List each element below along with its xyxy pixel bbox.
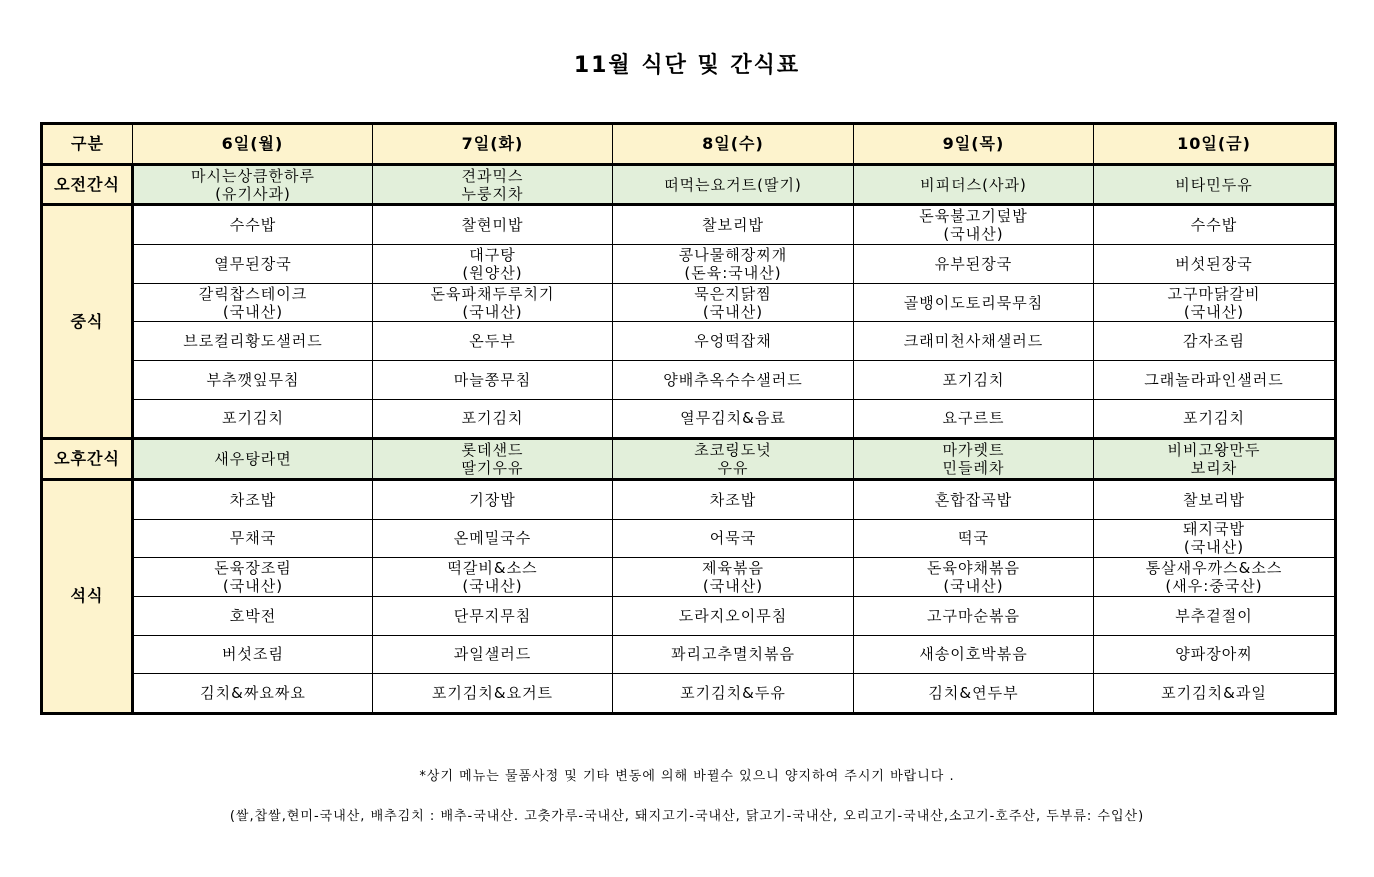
menu-cell (854, 558, 1094, 597)
menu-item-text: 돈육파채두루치기 (430, 284, 555, 303)
menu-cell (133, 479, 373, 519)
menu-cell (1094, 360, 1336, 399)
menu-item-text: 고구마순볶음 (927, 606, 1020, 625)
menu-cell (613, 399, 854, 439)
menu-cell (133, 439, 373, 480)
meal-category: 석식 (42, 479, 133, 713)
menu-cell (373, 558, 613, 597)
menu-cell (613, 439, 854, 480)
menu-item-text: 비비고왕만두 (1167, 441, 1261, 460)
menu-table (40, 122, 1337, 715)
menu-item-text: 포기김치 (461, 409, 524, 428)
menu-item-text: 꽈리고추멸치볶음 (671, 645, 795, 664)
menu-item-text: 포기김치 (222, 409, 284, 428)
menu-cell (1094, 558, 1336, 597)
table-row (42, 245, 1336, 284)
menu-cell (133, 322, 373, 361)
menu-item-text: (원양산) (462, 263, 523, 282)
menu-cell (854, 322, 1094, 361)
menu-cell (613, 674, 854, 714)
menu-item-text: 떠먹는요거트(딸기) (664, 175, 802, 194)
menu-item-text: 묵은지닭찜 (694, 284, 772, 303)
menu-cell (613, 596, 854, 635)
menu-cell (373, 322, 613, 361)
menu-item-text: 무채국 (229, 529, 277, 548)
menu-cell (854, 164, 1094, 205)
origin-info-text: (쌀,찹쌀,현미-국내산, 배추김치 : 배추-국내산. 고춧가루-국내산, 돼지고기-국내산, 닭고기-국내산, 오리고기-국내산,소고기-호주산, 두부류: 수입산) (229, 809, 1145, 824)
page-title: 11월 식단 및 간식표 (573, 53, 801, 78)
menu-item-text: 어묵국 (709, 529, 757, 548)
menu-item-text: 대구탕 (469, 245, 516, 264)
table-row (42, 558, 1336, 597)
menu-item-text: (국내산) (702, 577, 764, 596)
menu-cell (613, 164, 854, 205)
menu-item-text: 포기김치 (1183, 409, 1245, 428)
menu-item-text: 딸기우유 (461, 459, 524, 478)
menu-cell (1094, 635, 1336, 674)
menu-item-text: (국내산) (222, 302, 284, 321)
menu-cell (1094, 674, 1336, 714)
menu-item-text: 열무김치&음료 (680, 409, 786, 428)
menu-item-text: (국내산) (462, 302, 523, 321)
header-day-fri: 10일(금) (1094, 124, 1336, 165)
menu-cell (854, 283, 1094, 322)
menu-item-text: 떡국 (958, 529, 989, 548)
menu-item-text: 누룽지차 (461, 184, 524, 203)
menu-cell (854, 205, 1094, 245)
menu-item-text: (국내산) (1183, 302, 1245, 321)
menu-item-text: 롯데샌드 (461, 441, 524, 460)
menu-item-text: 돼지국밥 (1183, 520, 1245, 539)
header-day-thu: 9일(목) (854, 124, 1094, 165)
table-row (42, 205, 1336, 245)
menu-item-text: 우엉떡잡채 (694, 332, 772, 351)
menu-cell (373, 283, 613, 322)
menu-item-text: 양배추옥수수샐러드 (663, 370, 803, 389)
menu-item-text: 단무지무침 (453, 606, 532, 625)
menu-item-text: 수수밥 (1190, 216, 1238, 235)
menu-item-text: 과일샐러드 (453, 645, 532, 664)
menu-cell (613, 479, 854, 519)
table-row (42, 283, 1336, 322)
menu-cell (1094, 245, 1336, 284)
menu-item-text: 포기김치&요거트 (431, 684, 554, 703)
menu-cell (373, 205, 613, 245)
menu-item-text: 차조밥 (229, 490, 277, 509)
table-row (42, 439, 1336, 480)
menu-item-text: 돈육불고기덮밥 (919, 207, 1028, 226)
menu-cell (613, 519, 854, 558)
table-row (42, 399, 1336, 439)
menu-cell (613, 283, 854, 322)
header-category: 구분 (42, 124, 133, 165)
menu-cell (373, 479, 613, 519)
menu-cell (854, 596, 1094, 635)
menu-item-text: 마가렛트 (942, 441, 1005, 460)
menu-cell (854, 439, 1094, 480)
menu-item-text: 차조밥 (709, 490, 757, 509)
menu-item-text: 온두부 (469, 332, 516, 351)
menu-cell (373, 360, 613, 399)
menu-item-text: 버섯조림 (222, 645, 284, 664)
menu-cell (854, 635, 1094, 674)
menu-item-text: 고구마닭갈비 (1167, 284, 1261, 303)
table-row (42, 479, 1336, 519)
meal-category: 오전간식 (42, 164, 133, 205)
menu-item-text: 찰보리밥 (1183, 490, 1245, 509)
header-day-tue: 7일(화) (373, 124, 613, 165)
menu-item-text: 수수밥 (229, 216, 277, 235)
menu-item-text: 유부된장국 (934, 254, 1013, 273)
menu-item-text: (국내산) (462, 577, 523, 596)
menu-item-text: 돈육야채볶음 (927, 559, 1020, 578)
menu-item-text: 갈릭찹스테이크 (198, 284, 308, 303)
menu-item-text: 비피더스(사과) (920, 175, 1027, 194)
table-row (42, 635, 1336, 674)
menu-cell (373, 596, 613, 635)
meal-category: 중식 (42, 205, 133, 439)
menu-item-text: (돈육:국내산) (684, 263, 782, 282)
menu-cell (373, 674, 613, 714)
header-day-wed: 8일(수) (613, 124, 854, 165)
menu-cell (854, 519, 1094, 558)
menu-item-text: 견과믹스 (461, 166, 524, 185)
menu-cell (133, 399, 373, 439)
menu-item-text: 김치&연두부 (928, 684, 1019, 703)
menu-cell (854, 245, 1094, 284)
menu-item-text: (국내산) (702, 302, 764, 321)
menu-cell (133, 360, 373, 399)
menu-cell (133, 519, 373, 558)
menu-cell (133, 635, 373, 674)
menu-item-text: 우유 (717, 459, 749, 478)
menu-item-text: 포기김치&두유 (680, 684, 786, 703)
menu-item-text: (국내산) (1183, 538, 1245, 557)
menu-item-text: 민들레차 (942, 459, 1005, 478)
menu-item-text: 부추깻잎무침 (206, 370, 300, 389)
menu-cell (133, 596, 373, 635)
table-row (42, 322, 1336, 361)
menu-item-text: 새송이호박볶음 (919, 645, 1028, 664)
meal-category: 오후간식 (42, 439, 133, 480)
notice-text: *상기 메뉴는 물품사정 및 기타 변동에 의해 바뀔수 있으니 양지하여 주시기 바랍니다 . (419, 769, 955, 784)
menu-cell (1094, 205, 1336, 245)
menu-cell (613, 635, 854, 674)
table-row (42, 164, 1336, 205)
menu-item-text: 부추겉절이 (1175, 606, 1253, 625)
menu-item-text: (유기사과) (215, 184, 291, 203)
menu-cell (1094, 596, 1336, 635)
menu-item-text: (국내산) (943, 577, 1004, 596)
menu-cell (133, 674, 373, 714)
menu-item-text: 통살새우까스&소스 (1145, 559, 1283, 578)
table-row (42, 360, 1336, 399)
menu-cell (1094, 164, 1336, 205)
menu-cell (373, 439, 613, 480)
menu-cell (133, 164, 373, 205)
menu-cell (133, 283, 373, 322)
menu-item-text: (새우:중국산) (1165, 577, 1263, 596)
menu-cell (854, 399, 1094, 439)
menu-cell (133, 558, 373, 597)
menu-item-text: 버섯된장국 (1175, 254, 1253, 273)
menu-item-text: 열무된장국 (214, 254, 292, 273)
menu-cell (1094, 283, 1336, 322)
menu-item-text: (국내산) (222, 577, 284, 596)
menu-cell (373, 399, 613, 439)
menu-cell (854, 479, 1094, 519)
menu-item-text: 마시는상큼한하루 (191, 166, 315, 185)
menu-item-text: 크래미천사채샐러드 (903, 332, 1044, 351)
menu-item-text: 마늘쫑무침 (453, 370, 532, 389)
menu-cell (373, 245, 613, 284)
table-row (42, 674, 1336, 714)
table-header-row (42, 124, 1336, 165)
menu-item-text: 도라지오이무침 (678, 606, 788, 625)
table-row (42, 596, 1336, 635)
menu-item-text: 감자조림 (1183, 332, 1245, 351)
menu-cell (613, 360, 854, 399)
menu-table-body (42, 124, 1336, 714)
menu-cell (1094, 439, 1336, 480)
menu-cell (1094, 322, 1336, 361)
menu-cell (613, 245, 854, 284)
menu-cell (1094, 479, 1336, 519)
menu-item-text: 그래놀라파인샐러드 (1144, 370, 1284, 389)
menu-cell (1094, 399, 1336, 439)
menu-item-text: 김치&짜요짜요 (200, 684, 306, 703)
menu-item-text: (국내산) (943, 225, 1004, 244)
menu-item-text: 보리차 (1190, 459, 1238, 478)
menu-item-text: 돈육장조림 (214, 559, 292, 578)
header-day-mon: 6일(월) (133, 124, 373, 165)
menu-cell (613, 205, 854, 245)
menu-cell (613, 558, 854, 597)
menu-item-text: 초코링도넛 (694, 441, 772, 460)
menu-cell (373, 635, 613, 674)
menu-cell (613, 322, 854, 361)
menu-item-text: 골뱅이도토리묵무침 (903, 293, 1044, 312)
menu-item-text: 찰보리밥 (702, 216, 764, 235)
menu-item-text: 양파장아찌 (1175, 645, 1253, 664)
menu-cell (373, 164, 613, 205)
menu-item-text: 비타민두유 (1175, 175, 1253, 194)
menu-item-text: 호박전 (229, 606, 277, 625)
menu-item-text: 포기김치&과일 (1161, 684, 1267, 703)
menu-item-text: 포기김치 (942, 370, 1005, 389)
menu-item-text: 브로컬리황도샐러드 (183, 332, 323, 351)
menu-cell (373, 519, 613, 558)
menu-item-text: 제육볶음 (702, 559, 764, 578)
menu-cell (133, 245, 373, 284)
menu-item-text: 기장밥 (469, 490, 516, 509)
menu-item-text: 찰현미밥 (461, 216, 524, 235)
menu-cell (133, 205, 373, 245)
table-row (42, 519, 1336, 558)
menu-item-text: 요구르트 (942, 409, 1005, 428)
menu-item-text: 떡갈비&소스 (447, 559, 538, 578)
menu-cell (854, 674, 1094, 714)
menu-item-text: 콩나물해장찌개 (678, 245, 788, 264)
menu-item-text: 새우탕라면 (214, 450, 292, 469)
menu-item-text: 온메밀국수 (453, 529, 532, 548)
menu-item-text: 혼합잡곡밥 (934, 490, 1013, 509)
menu-cell (854, 360, 1094, 399)
menu-cell (1094, 519, 1336, 558)
